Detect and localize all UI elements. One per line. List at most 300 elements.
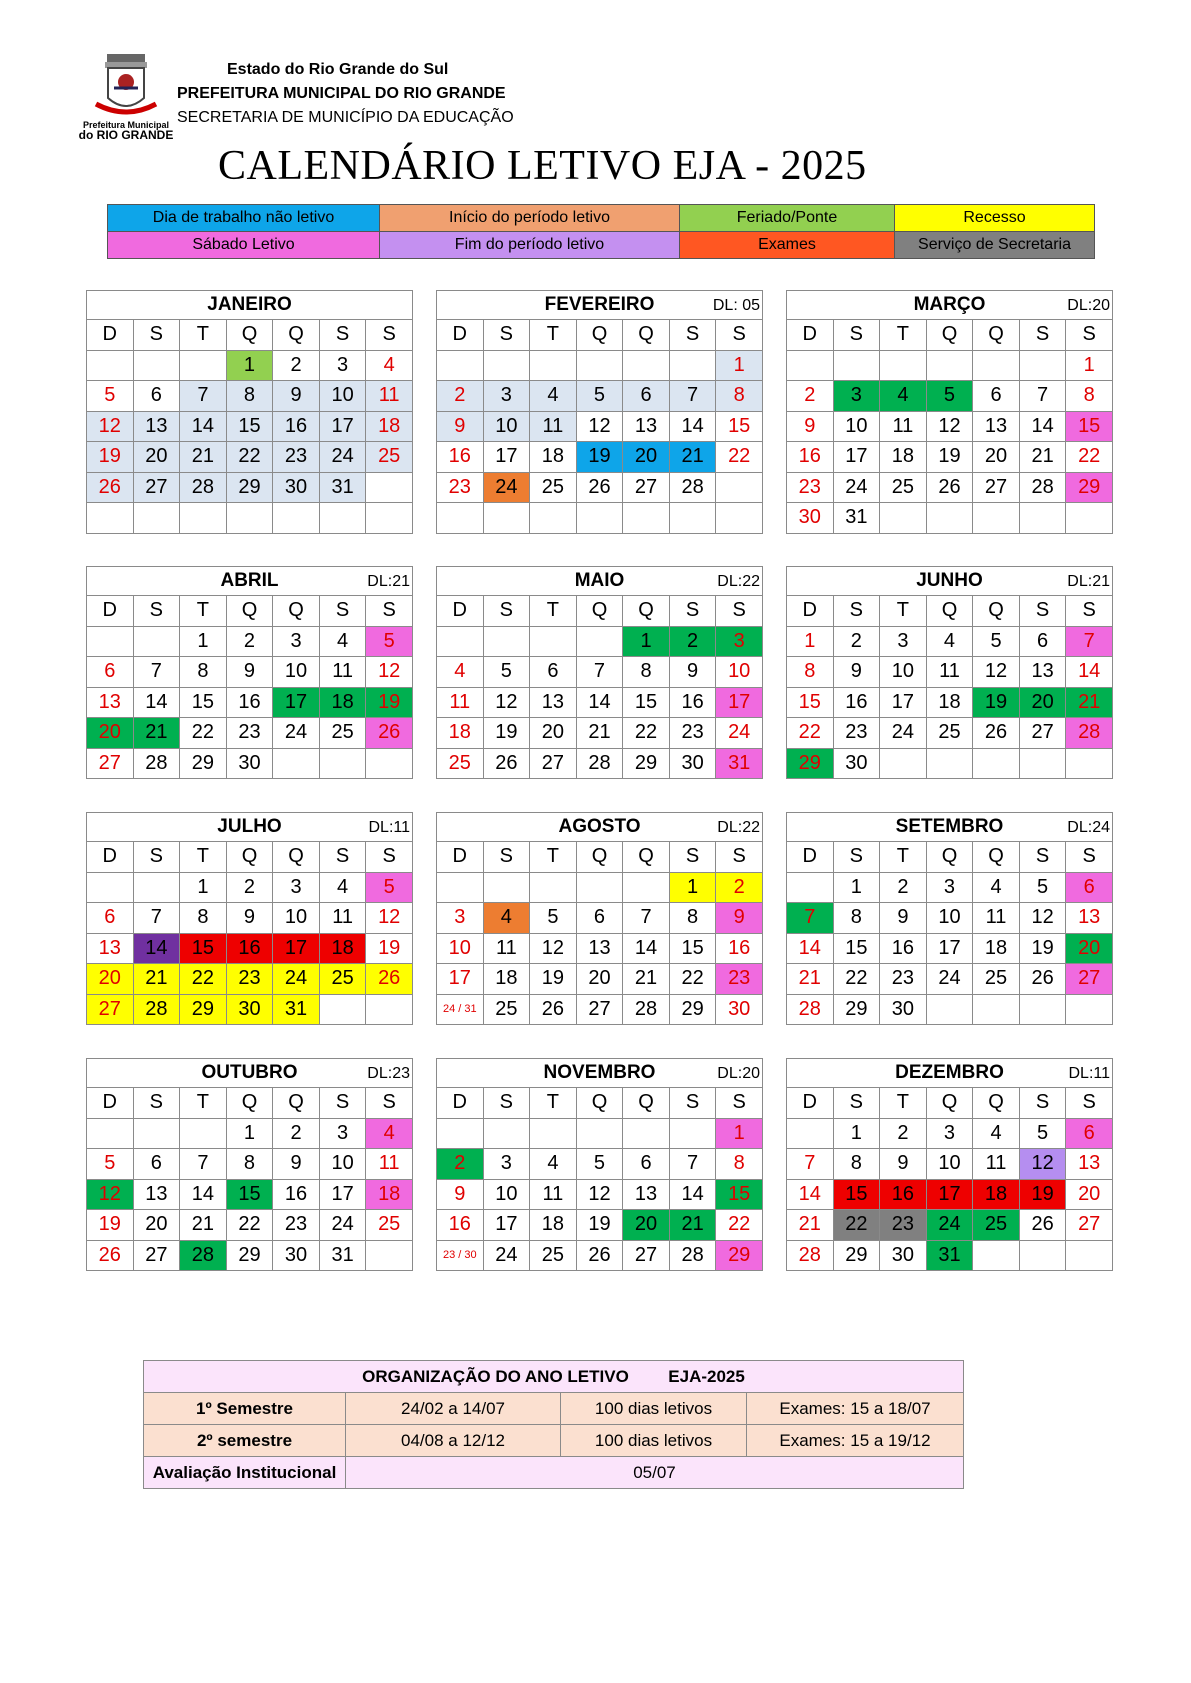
day-cell: 21 [669,442,716,473]
day-cell: 5 [926,381,973,412]
day-cell: 6 [973,381,1020,412]
week-row [87,1240,413,1271]
day-cell [87,350,134,381]
day-cell: 20 [1019,687,1066,718]
day-cell: 21 [180,1210,227,1241]
day-cell: 3 [833,381,880,412]
weekday-header: S [716,842,763,873]
day-cell: 24 / 31 [437,994,484,1025]
week-row [87,994,413,1025]
day-cell: 6 [1019,626,1066,657]
month-agosto [436,812,763,1025]
day-cell: 5 [483,657,530,688]
school-days-count: DL:22 [717,819,760,836]
day-cell: 23 [226,718,273,749]
weekday-header: T [880,1088,927,1119]
day-cell: 2 [716,872,763,903]
month-name: AGOSTO [558,816,641,837]
day-cell: 16 [273,411,320,442]
weekday-header: S [669,596,716,627]
day-cell: 19 [1019,933,1066,964]
day-cell: 5 [366,872,413,903]
day-cell: 24 [926,964,973,995]
day-cell: 24 [483,1240,530,1271]
day-cell: 6 [87,903,134,934]
month-abril [86,566,413,779]
day-cell: 24 [880,718,927,749]
week-row [437,472,763,503]
day-cell: 16 [273,1179,320,1210]
day-cell: 10 [273,657,320,688]
week-row [787,933,1113,964]
day-cell [530,872,577,903]
week-row [437,748,763,779]
day-cell: 18 [319,933,366,964]
day-cell: 28 [1019,472,1066,503]
day-cell: 11 [926,657,973,688]
day-cell: 28 [133,994,180,1025]
day-cell: 25 [319,964,366,995]
day-cell: 26 [366,964,413,995]
day-cell: 3 [926,1118,973,1149]
weekday-header: Q [623,320,670,351]
day-cell [133,626,180,657]
semester-period: 04/08 a 12/12 [346,1425,561,1457]
day-cell: 31 [319,472,366,503]
month-header [787,567,1113,596]
weekday-header: Q [973,596,1020,627]
day-cell [926,994,973,1025]
week-row [787,350,1113,381]
day-cell: 26 [1019,964,1066,995]
day-cell: 18 [366,1179,413,1210]
day-cell [319,748,366,779]
day-cell: 13 [530,687,577,718]
day-cell [366,1240,413,1271]
day-cell: 12 [576,411,623,442]
day-cell: 17 [319,411,366,442]
day-cell: 15 [226,1179,273,1210]
day-cell: 3 [319,1118,366,1149]
day-cell [180,1118,227,1149]
day-cell: 24 [926,1210,973,1241]
week-row [437,350,763,381]
weekday-header: D [87,320,134,351]
day-cell: 14 [669,411,716,442]
day-cell [623,872,670,903]
day-cell: 11 [437,687,484,718]
week-row [87,1149,413,1180]
day-cell: 2 [880,872,927,903]
day-cell [623,350,670,381]
month-name: JULHO [217,816,282,837]
day-cell: 5 [576,1149,623,1180]
week-row [87,1179,413,1210]
day-cell [530,1118,577,1149]
legend-row [108,232,1095,259]
day-cell: 20 [623,1210,670,1241]
day-cell: 26 [87,1240,134,1271]
day-cell: 5 [973,626,1020,657]
week-row [437,1149,763,1180]
day-cell: 17 [437,964,484,995]
day-cell: 12 [87,411,134,442]
day-cell [437,872,484,903]
day-cell: 29 [226,1240,273,1271]
day-cell: 13 [1066,1149,1113,1180]
day-cell: 7 [787,1149,834,1180]
day-cell [180,350,227,381]
day-cell: 4 [530,381,577,412]
day-cell: 4 [366,1118,413,1149]
day-cell [437,626,484,657]
day-cell: 5 [366,626,413,657]
day-cell: 21 [623,964,670,995]
week-row [437,381,763,412]
day-cell: 11 [530,411,577,442]
month-name: MAIO [574,570,625,591]
day-cell: 21 [133,964,180,995]
day-cell: 20 [87,964,134,995]
day-cell: 16 [226,687,273,718]
day-cell: 25 [319,718,366,749]
day-cell: 27 [87,994,134,1025]
day-cell: 3 [926,872,973,903]
day-cell [483,1118,530,1149]
month-name: FEVEREIRO [544,294,655,315]
day-cell: 1 [623,626,670,657]
month-name: SETEMBRO [895,816,1004,837]
day-cell: 10 [926,903,973,934]
day-cell: 27 [623,1240,670,1271]
month-header [787,291,1113,320]
school-days-count: DL:21 [367,573,410,590]
day-cell: 5 [87,1149,134,1180]
day-cell: 5 [1019,1118,1066,1149]
weekday-header: S [1066,1088,1113,1119]
org-header [144,1361,964,1393]
legend-item: Feriado/Ponte [680,205,895,232]
month-name: ABRIL [220,570,279,591]
day-cell [787,350,834,381]
day-cell: 22 [833,964,880,995]
day-cell: 18 [880,442,927,473]
weekday-header: Q [273,596,320,627]
day-cell: 10 [483,1179,530,1210]
day-cell [926,748,973,779]
legend-item: Dia de trabalho não letivo [108,205,380,232]
day-cell [833,350,880,381]
day-cell: 12 [483,687,530,718]
day-cell: 13 [1019,657,1066,688]
day-cell: 9 [273,1149,320,1180]
weekday-header: S [669,842,716,873]
weekday-header: Q [576,842,623,873]
day-cell: 8 [716,381,763,412]
week-row [87,1210,413,1241]
day-cell: 14 [576,687,623,718]
semester-exams: Exames: 15 a 19/12 [747,1425,964,1457]
day-cell: 26 [926,472,973,503]
day-cell [483,872,530,903]
day-cell [133,872,180,903]
day-cell: 22 [669,964,716,995]
day-cell: 7 [576,657,623,688]
seal-caption [78,120,174,140]
weekday-header: Q [973,1088,1020,1119]
legend-row [108,205,1095,232]
day-cell [87,872,134,903]
weekday-header: D [787,596,834,627]
day-cell: 1 [716,350,763,381]
day-cell [576,872,623,903]
week-row [437,933,763,964]
week-row [787,964,1113,995]
month-header [787,1059,1113,1088]
day-cell: 21 [787,1210,834,1241]
day-cell: 8 [180,657,227,688]
day-cell: 11 [366,381,413,412]
week-row [437,1240,763,1271]
day-cell: 29 [1066,472,1113,503]
day-cell: 2 [437,1149,484,1180]
week-row [787,657,1113,688]
week-row [87,903,413,934]
day-cell: 7 [669,381,716,412]
day-cell: 27 [530,748,577,779]
day-cell: 29 [180,994,227,1025]
week-row [787,381,1113,412]
day-cell: 17 [483,442,530,473]
day-cell: 20 [1066,933,1113,964]
month-header [437,567,763,596]
day-cell: 12 [530,933,577,964]
day-cell: 27 [1066,964,1113,995]
day-cell [319,503,366,534]
color-legend [107,204,1095,259]
day-cell [1019,503,1066,534]
day-cell: 23 [880,964,927,995]
day-cell: 12 [366,657,413,688]
day-cell: 4 [366,350,413,381]
week-row [437,687,763,718]
week-row [437,1118,763,1149]
seal-caption-top: Prefeitura Municipal [82,120,170,130]
day-cell: 24 [483,472,530,503]
day-cell: 7 [669,1149,716,1180]
weekday-header: S [319,320,366,351]
day-cell [880,350,927,381]
school-days-count: DL:24 [1067,819,1110,836]
day-cell [1019,350,1066,381]
semester-label: 1º Semestre [144,1393,346,1425]
weekday-header: Q [623,1088,670,1119]
day-cell: 4 [530,1149,577,1180]
day-cell: 13 [623,411,670,442]
month-header [87,813,413,842]
day-cell [1066,1240,1113,1271]
day-cell: 16 [437,442,484,473]
day-cell: 15 [833,1179,880,1210]
school-days-count: DL:22 [717,573,760,590]
day-cell: 3 [716,626,763,657]
weekday-header: S [483,596,530,627]
day-cell: 24 [273,718,320,749]
day-cell: 21 [133,718,180,749]
org-subtitle: EJA-2025 [668,1366,745,1386]
day-cell [273,503,320,534]
day-cell: 18 [926,687,973,718]
day-cell: 16 [833,687,880,718]
day-cell: 31 [926,1240,973,1271]
day-cell: 10 [273,903,320,934]
day-cell: 26 [1019,1210,1066,1241]
day-cell: 5 [1019,872,1066,903]
day-cell: 17 [273,933,320,964]
day-cell: 22 [226,1210,273,1241]
weekday-header: S [133,320,180,351]
semester-days: 100 dias letivos [561,1393,747,1425]
month-setembro [786,812,1113,1025]
day-cell: 18 [319,687,366,718]
day-cell: 28 [669,472,716,503]
week-row [787,626,1113,657]
weekday-header: S [366,842,413,873]
day-cell [973,1240,1020,1271]
day-cell: 22 [226,442,273,473]
weekday-header: Q [273,1088,320,1119]
day-cell: 12 [1019,903,1066,934]
day-cell: 13 [133,411,180,442]
day-cell: 15 [1066,411,1113,442]
day-cell [437,1118,484,1149]
day-cell: 16 [437,1210,484,1241]
day-cell: 3 [483,1149,530,1180]
day-cell: 17 [926,1179,973,1210]
weekday-header: S [1019,320,1066,351]
day-cell: 10 [716,657,763,688]
day-cell: 20 [576,964,623,995]
month-header [87,1059,413,1088]
day-cell: 1 [180,626,227,657]
weekday-header: S [1066,842,1113,873]
weekday-header: Q [623,596,670,627]
day-cell [133,503,180,534]
day-cell [669,1118,716,1149]
week-row [787,718,1113,749]
day-cell: 29 [180,748,227,779]
semester-days: 100 dias letivos [561,1425,747,1457]
week-row [787,503,1113,534]
day-cell: 1 [833,1118,880,1149]
day-cell: 5 [530,903,577,934]
weekday-header: S [366,1088,413,1119]
day-cell: 16 [880,933,927,964]
weekday-header: S [1019,842,1066,873]
month-janeiro [86,290,413,534]
week-row [437,718,763,749]
day-cell: 19 [366,687,413,718]
week-row [87,687,413,718]
week-row [87,933,413,964]
day-cell: 22 [833,1210,880,1241]
day-cell: 27 [973,472,1020,503]
day-cell: 3 [880,626,927,657]
day-cell: 23 / 30 [437,1240,484,1271]
day-cell [180,503,227,534]
weekday-header: S [483,842,530,873]
day-cell: 11 [530,1179,577,1210]
day-cell: 19 [576,442,623,473]
day-cell: 28 [180,1240,227,1271]
month-name: JUNHO [916,570,983,591]
school-days-count: DL:21 [1067,573,1110,590]
day-cell: 14 [669,1179,716,1210]
day-cell: 8 [226,381,273,412]
week-row [437,994,763,1025]
day-cell: 8 [787,657,834,688]
day-cell: 21 [1019,442,1066,473]
day-cell: 7 [623,903,670,934]
day-cell: 12 [366,903,413,934]
day-cell: 17 [273,687,320,718]
day-cell: 24 [319,1210,366,1241]
week-row [787,411,1113,442]
weekday-header: S [133,1088,180,1119]
day-cell [319,994,366,1025]
day-cell [1019,748,1066,779]
day-cell: 19 [366,933,413,964]
weekday-header: Q [273,320,320,351]
week-row [787,472,1113,503]
weekday-header: S [833,320,880,351]
day-cell [133,350,180,381]
day-cell [669,350,716,381]
day-cell [530,503,577,534]
day-cell [483,350,530,381]
day-cell: 19 [926,442,973,473]
day-cell: 30 [880,1240,927,1271]
day-cell: 29 [716,1240,763,1271]
day-cell [926,503,973,534]
day-cell: 28 [1066,718,1113,749]
day-cell: 18 [530,442,577,473]
day-cell: 18 [437,718,484,749]
weekday-header: D [437,842,484,873]
weekday-header: Q [623,842,670,873]
day-cell: 14 [1066,657,1113,688]
weekday-header: S [1019,596,1066,627]
day-cell: 21 [1066,687,1113,718]
week-row [787,1210,1113,1241]
day-cell: 23 [833,718,880,749]
day-cell: 10 [926,1149,973,1180]
day-cell: 13 [623,1179,670,1210]
day-cell: 15 [180,687,227,718]
day-cell: 7 [1019,381,1066,412]
day-cell: 27 [1066,1210,1113,1241]
day-cell: 21 [787,964,834,995]
day-cell: 6 [1066,872,1113,903]
week-row [787,1149,1113,1180]
day-cell: 3 [437,903,484,934]
day-cell [576,1118,623,1149]
day-cell: 29 [623,748,670,779]
weekday-header: T [880,596,927,627]
day-cell: 1 [226,350,273,381]
day-cell: 14 [133,687,180,718]
day-cell [716,503,763,534]
